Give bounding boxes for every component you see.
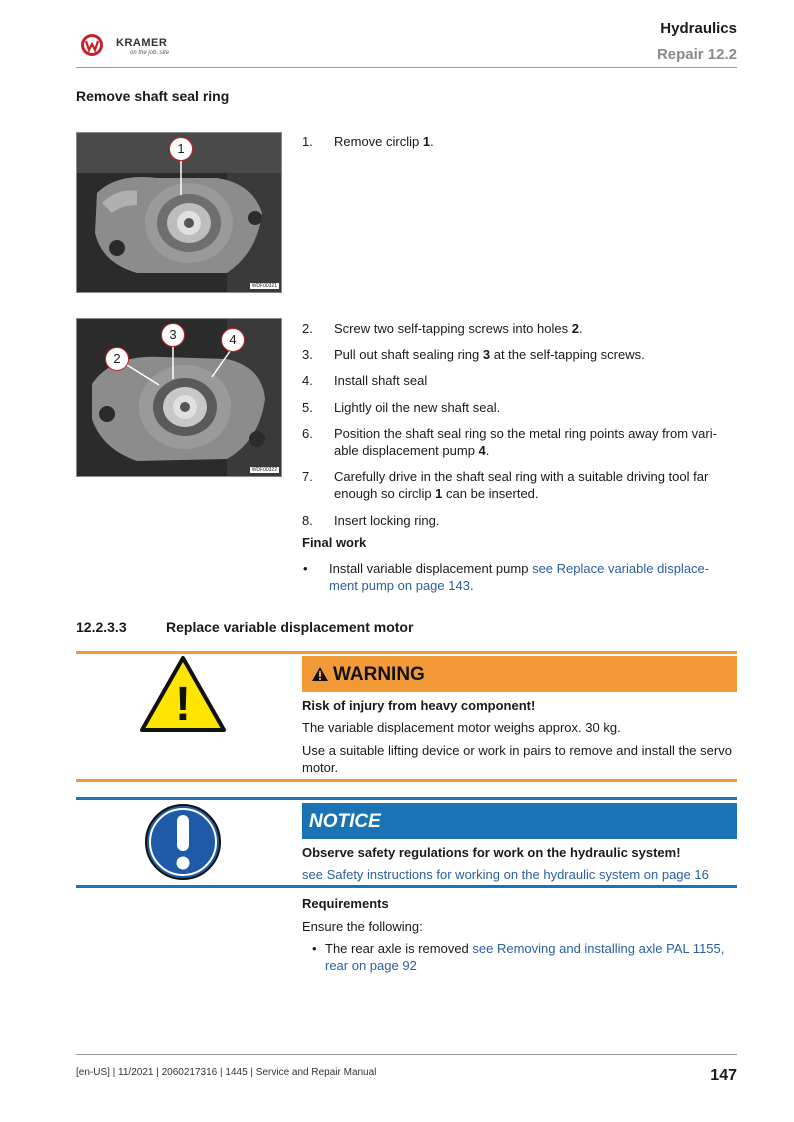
callout-3: 3 bbox=[161, 323, 185, 347]
notice-label-bar bbox=[302, 803, 737, 839]
page-number: 147 bbox=[710, 1067, 737, 1084]
pump-photo-circlip bbox=[76, 132, 282, 293]
warning-line-1: The variable displacement motor weighs approx. 30 kg. bbox=[302, 720, 621, 735]
chapter-subtitle: Repair 12.2 bbox=[656, 46, 737, 63]
warning-triangle-icon bbox=[138, 654, 228, 734]
warning-label-bar bbox=[302, 656, 737, 692]
callout-4: 4 bbox=[221, 328, 245, 352]
notice-top-bar bbox=[76, 797, 737, 800]
footer-divider bbox=[76, 1054, 737, 1055]
subsection-title: Replace variable displacement motor bbox=[166, 619, 414, 635]
requirements-heading: Requirements bbox=[302, 896, 389, 911]
brand-tagline: on the job, site bbox=[130, 50, 170, 56]
warning-line-2: Use a suitable lifting device or work in pairs to remove and install the servo motor. bbox=[302, 743, 732, 775]
warning-headline: Risk of injury from heavy component! bbox=[302, 698, 536, 713]
requirements-item: The rear axle is removed see Removing and installing axle PAL 1155, rear on page 92 bbox=[325, 941, 725, 973]
safety-instructions-link[interactable]: see Safety instructions for working on the hydraulic system on page 16 bbox=[302, 867, 709, 882]
pump-photo-seal bbox=[76, 318, 282, 477]
brand-name: KRAMER bbox=[116, 37, 168, 49]
footer-meta: [en-US] | 11/2021 | 2060217316 | 1445 | Service and Repair Manual bbox=[76, 1067, 377, 1078]
kramer-logo-icon bbox=[80, 33, 104, 57]
final-work-item: Install variable displacement pump see Replace variable displace-ment pump on page 143. bbox=[329, 561, 710, 593]
final-work-bullet: • bbox=[303, 561, 308, 576]
requirements-bullet: • bbox=[312, 941, 317, 956]
notice-headline: Observe safety regulations for work on the hydraulic system! bbox=[302, 845, 681, 860]
notice-bottom-bar bbox=[76, 885, 737, 888]
warning-label: WARNING bbox=[333, 664, 425, 685]
subsection-number: 12.2.3.3 bbox=[76, 619, 127, 635]
final-work-heading: Final work bbox=[302, 535, 367, 550]
requirements-intro: Ensure the following: bbox=[302, 919, 423, 934]
header-divider bbox=[76, 67, 737, 68]
kramer-logo bbox=[80, 33, 190, 61]
image-code: WDF00322 bbox=[251, 467, 277, 473]
section-title: Remove shaft seal ring bbox=[76, 88, 230, 104]
chapter-title: Hydraulics bbox=[660, 20, 737, 37]
warning-exclamation: ! bbox=[175, 678, 191, 731]
image-code: WDF00321 bbox=[251, 283, 277, 289]
warning-bottom-bar bbox=[76, 779, 737, 782]
notice-label: NOTICE bbox=[309, 811, 381, 832]
callout-1: 1 bbox=[169, 137, 193, 161]
warning-small-icon bbox=[311, 666, 329, 682]
mandatory-action-icon bbox=[143, 802, 223, 882]
replace-pump-link[interactable]: see Replace variable displace-ment pump on page 143 bbox=[329, 561, 710, 593]
rear-axle-link[interactable]: see Removing and installing axle PAL 1155, rear on page 92 bbox=[325, 941, 725, 973]
callout-2: 2 bbox=[105, 347, 129, 371]
